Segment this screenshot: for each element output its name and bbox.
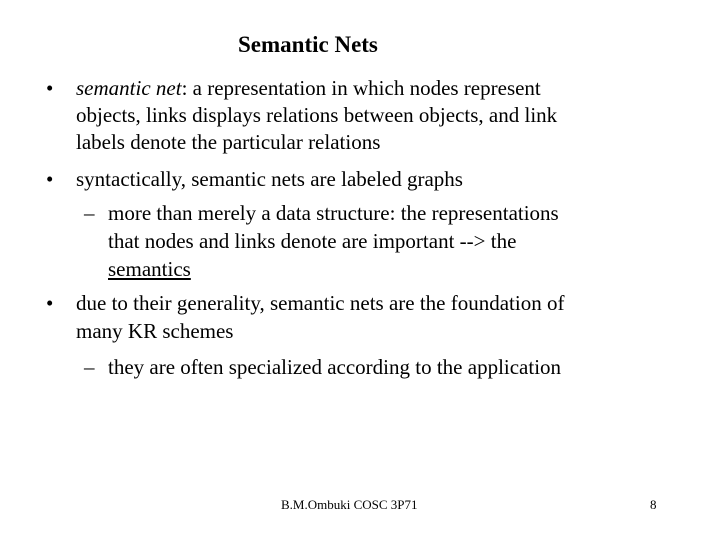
bullet-marker-1: • — [46, 76, 54, 100]
bullet-1-line-3: labels denote the particular relations — [76, 130, 381, 154]
bullet-3-line-2: many KR schemes — [76, 319, 234, 343]
slide-title: Semantic Nets — [238, 32, 378, 57]
sub-bullet-marker-3: – — [84, 355, 95, 379]
bullet-2-line-1: syntactically, semantic nets are labeled graphs — [76, 167, 463, 191]
sub-bullet-2-line-1: more than merely a data structure: the representations — [108, 201, 559, 225]
page-number: 8 — [650, 497, 657, 512]
sub-bullet-2-line-3: semantics — [108, 257, 191, 281]
bullet-marker-2: • — [46, 167, 54, 191]
sub-bullet-2-line-2: that nodes and links denote are important --> the — [108, 229, 517, 253]
sub-bullet-marker-2: – — [84, 201, 95, 225]
bullet-1-line-1-text: : a representation in which nodes represent — [181, 76, 541, 100]
term-semantic-net: semantic net — [76, 76, 182, 100]
sub-bullet-3-line-1: they are often specialized according to the application — [108, 355, 562, 379]
bullet-1-line-2: objects, links displays relations between objects, and link — [76, 103, 558, 127]
footer-author: B.M.Ombuki COSC 3P71 — [281, 497, 418, 512]
bullet-3-line-1: due to their generality, semantic nets are the foundation of — [76, 291, 565, 315]
bullet-marker-3: • — [46, 291, 54, 315]
bullet-1-line-1 — [76, 75, 541, 102]
